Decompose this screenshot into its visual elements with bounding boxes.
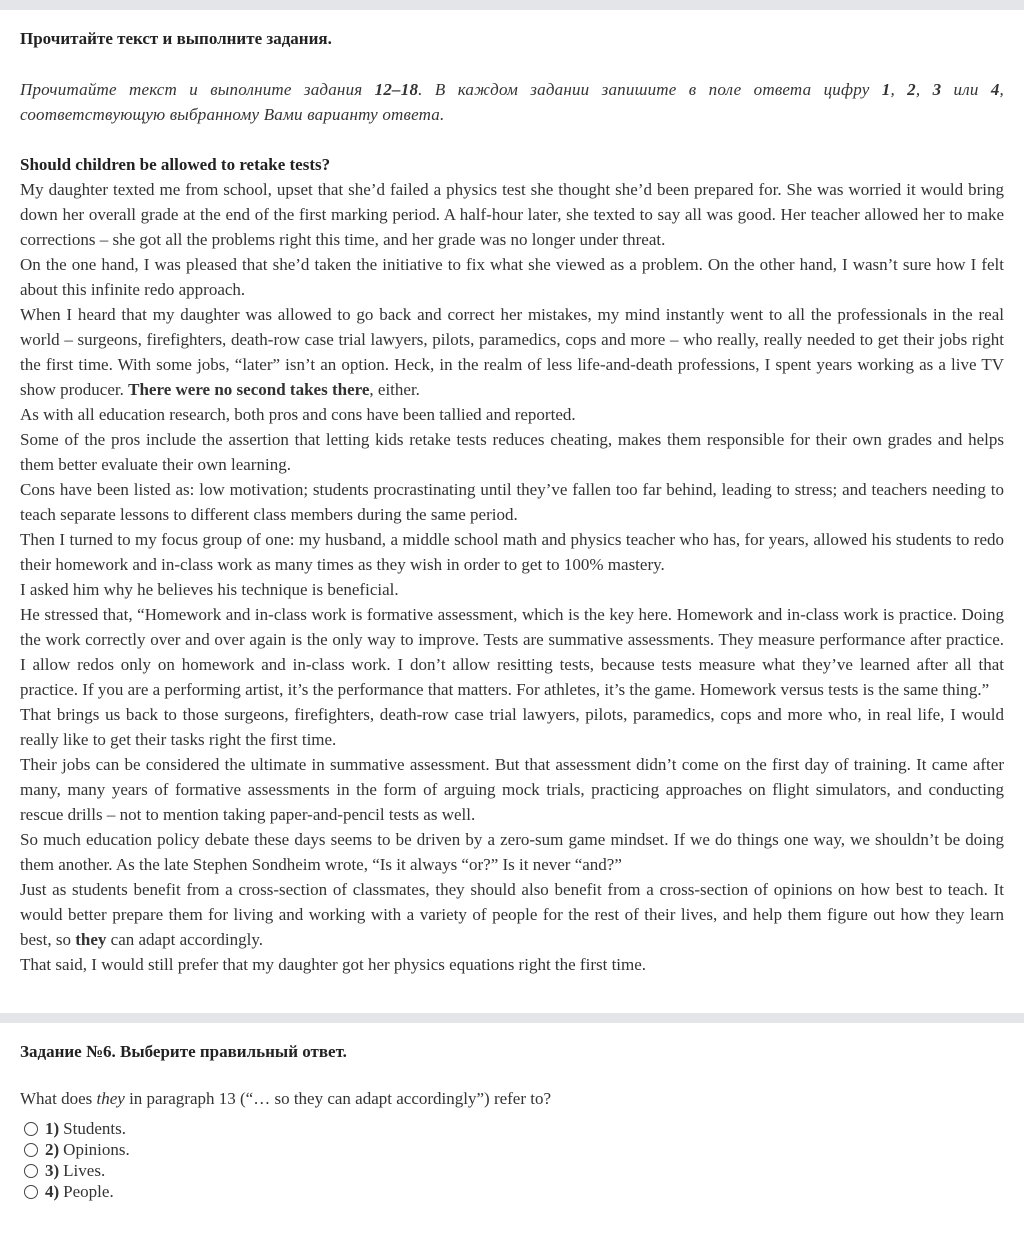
option-number: 4) <box>45 1181 60 1201</box>
option-label: Opinions. <box>63 1139 130 1159</box>
instruction-digit: 4 <box>990 80 1000 99</box>
question-part: What does <box>20 1089 97 1108</box>
answer-option-3[interactable] <box>20 1160 1004 1181</box>
article-paragraph: My daughter texted me from school, upset that she’d failed a physics test she thought she’d been prepared for. She was worried it would bring down her overall grade at the end of the first marking period. A half-hour later, she texted to say all was good. Her teacher allowed her to make corrections – she got all the problems right this time, and her grade was no longer under threat. <box>20 180 1004 249</box>
instruction-part: или <box>941 80 991 99</box>
instruction-digit: 2 <box>907 80 916 99</box>
article-paragraph: He stressed that, “Homework and in-class work is formative assessment, which is the key here. Homework and in-class work is practice. Doing the work correctly over and over again is the only way to improve. Tests are summative assessments. They measure performance after practice. I allow redos only on homework and in-class work. I don’t allow resitting tests, because tests measure what they’ve learned after all that practice. If you are a performing artist, it’s the performance that matters. For athletes, it’s the game. Homework versus tests is the same thing.” <box>20 605 1004 699</box>
option-number: 2) <box>45 1139 60 1159</box>
instruction-part: , соответствующую выбранному Вами варианту ответа. <box>20 80 1004 124</box>
highlighted-phrase: There were no second takes there <box>128 380 370 399</box>
paragraph-text: Just as students benefit from a cross-section of classmates, they should also benefit from a cross-section of opinions on how best to teach. It would better prepare them for living and working with a variety of people for the rest of their lives, and help them figure out how they learn best, so <box>20 880 1004 949</box>
instruction-part: Прочитайте текст и выполните задания <box>20 80 375 99</box>
article-body <box>20 177 1004 977</box>
answer-option-4[interactable] <box>20 1181 1004 1202</box>
section-heading: Прочитайте текст и выполните задания. <box>20 29 332 48</box>
question-part: in paragraph 13 (“… so they can adapt accordingly”) refer to? <box>124 1089 552 1108</box>
paragraph-text: , either. <box>369 380 420 399</box>
answer-option-1[interactable] <box>20 1118 1004 1139</box>
question-emphasis: they <box>96 1089 125 1108</box>
article-paragraph: That said, I would still prefer that my daughter got her physics equations right the first time. <box>20 955 647 974</box>
article-paragraph: Some of the pros include the assertion that letting kids retake tests reduces cheating, makes them responsible for their own grades and helps them better evaluate their own learning. <box>20 430 1004 474</box>
instruction-range: 12–18 <box>374 80 419 99</box>
instruction-digit: 3 <box>932 80 942 99</box>
radio-button[interactable] <box>24 1164 38 1178</box>
option-number: 1) <box>45 1118 60 1138</box>
article-paragraph: Cons have been listed as: low motivation; students procrastinating until they’ve fallen too far behind, leading to stress; and teachers needing to teach separate lessons to different class members during the same period. <box>20 480 1004 524</box>
question-text <box>20 1086 1004 1111</box>
reading-section <box>0 10 1024 977</box>
highlighted-word: they <box>75 930 107 949</box>
article-paragraph: Then I turned to my focus group of one: my husband, a middle school math and physics teacher who has, for years, allowed his students to redo their homework and in-class work as many times as they wish in order to get to 100% mastery. <box>20 530 1004 574</box>
answer-options <box>20 1118 1004 1202</box>
article-title: Should children be allowed to retake tests? <box>20 155 331 174</box>
section-divider-bar <box>0 1013 1024 1023</box>
instruction-digit: 1 <box>881 80 891 99</box>
article-paragraph: So much education policy debate these days seems to be driven by a zero-sum game mindset. If we do things one way, we shouldn’t be doing them another. As the late Stephen Sondheim wrote, “Is it always “or?” Is it never “and?” <box>20 830 1004 874</box>
option-label: Lives. <box>63 1160 106 1180</box>
option-label: People. <box>63 1181 114 1201</box>
option-number: 3) <box>45 1160 60 1180</box>
radio-button[interactable] <box>24 1122 38 1136</box>
instruction-part: . В каждом задании запишите в поле ответа цифру <box>418 80 882 99</box>
article-paragraph <box>20 877 1004 952</box>
article-paragraph: On the one hand, I was pleased that she’d taken the initiative to fix what she viewed as a problem. On the other hand, I wasn’t sure how I felt about this infinite redo approach. <box>20 255 1004 299</box>
paragraph-text: can adapt accordingly. <box>106 930 263 949</box>
instruction-part: , <box>915 80 933 99</box>
paragraph-text: When I heard that my daughter was allowed to go back and correct her mistakes, my mind instantly went to all the professionals in the real world – surgeons, firefighters, death-row case trial lawyers, pilots, paramedics, cops and more – who really, really needed to get their jobs right the first time. With some jobs, “later” isn’t an option. Heck, in the realm of less life-and-death professions, I spent years working as a live TV show producer. <box>20 305 1004 399</box>
question-section <box>0 1023 1024 1202</box>
article-paragraph: As with all education research, both pros and cons have been tallied and reported. <box>20 405 576 424</box>
task-heading: Задание №6. Выберите правильный ответ. <box>20 1042 347 1061</box>
radio-button[interactable] <box>24 1185 38 1199</box>
radio-button[interactable] <box>24 1143 38 1157</box>
option-label: Students. <box>63 1118 126 1138</box>
instruction-text <box>20 77 1004 127</box>
instruction-part: , <box>890 80 908 99</box>
article-paragraph: That brings us back to those surgeons, firefighters, death-row case trial lawyers, pilots, paramedics, cops and more who, in real life, I would really like to get their tasks right the first time. <box>20 705 1004 749</box>
top-divider-bar <box>0 0 1024 10</box>
article-paragraph: I asked him why he believes his technique is beneficial. <box>20 580 399 599</box>
article-paragraph: Their jobs can be considered the ultimate in summative assessment. But that assessment didn’t come on the first day of training. It came after many, many years of formative assessments in the form of arguing mock trials, practicing approaches on flight simulators, and conducting rescue drills – not to mention taking paper-and-pencil tests as well. <box>20 755 1004 824</box>
article-paragraph <box>20 302 1004 402</box>
answer-option-2[interactable] <box>20 1139 1004 1160</box>
